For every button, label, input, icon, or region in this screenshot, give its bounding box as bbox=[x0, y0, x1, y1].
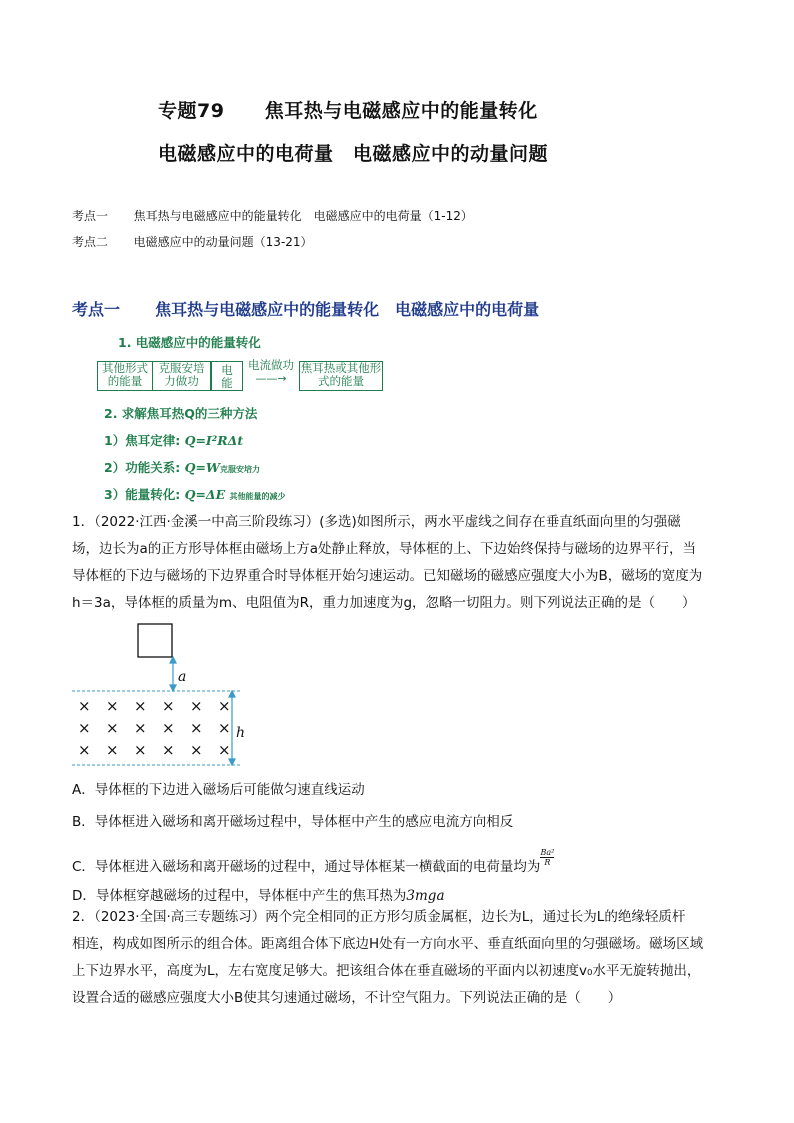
toc-text: 电磁感应中的动量问题（13-21） bbox=[133, 235, 313, 249]
fraction-numerator: Ba² bbox=[540, 848, 555, 857]
field-cross-mark: × bbox=[218, 741, 231, 759]
field-cross-mark: × bbox=[190, 719, 203, 737]
method-1-label: 1）焦耳定律: bbox=[104, 433, 181, 448]
q1-line-4: h＝3a，导体框的质量为m、电阻值为R，重力加速度为g，忽略一切阻力。则下列说法正确的是（ ） bbox=[72, 595, 696, 611]
methods-heading: 2. 求解焦耳热Q的三种方法 bbox=[104, 406, 258, 421]
field-cross-mark: × bbox=[106, 741, 119, 759]
flow-box-other-energy: 其他形式的能量 bbox=[97, 361, 153, 391]
q1-option-d[interactable] bbox=[72, 884, 445, 904]
method-2 bbox=[104, 458, 260, 476]
q1-option-d-value: 3mga bbox=[406, 888, 445, 904]
flow-box-electric-energy: 电能 bbox=[211, 361, 243, 391]
flow-arrow-label: 电流做功 bbox=[248, 358, 294, 372]
field-cross-mark: × bbox=[134, 697, 147, 715]
magnetic-field-crosses bbox=[78, 697, 231, 759]
field-cross-mark: × bbox=[190, 741, 203, 759]
flow-arrow-current-work bbox=[245, 357, 297, 385]
field-cross-mark: × bbox=[134, 719, 147, 737]
q2-line-2: 相连，构成如图所示的组合体。距离组合体下底边H处有一方向水平、垂直纸面向里的匀强磁场。磁场区域 bbox=[72, 936, 704, 952]
flow-box-joule-heat: 焦耳热或其他形式的能量 bbox=[299, 361, 383, 391]
conductor-frame-square bbox=[138, 624, 172, 657]
q1-figure bbox=[70, 615, 270, 775]
charge-fraction bbox=[540, 848, 554, 867]
energy-heading: 1. 电磁感应中的能量转化 bbox=[118, 335, 261, 350]
field-cross-mark: × bbox=[162, 697, 175, 715]
method-3 bbox=[104, 485, 286, 503]
q2-line-3: 上下边界水平，高度为L，左右宽度足够大。把该组合体在垂直磁场的平面内以初速度v₀水平无旋转抛出， bbox=[72, 963, 701, 979]
q2-line-1: 2．（2023·全国·高三专题练习）两个完全相同的正方形匀质金属框，边长为L，通过长为L的绝缘轻质杆 bbox=[72, 909, 686, 925]
page-title-line2: 电磁感应中的电荷量 电磁感应中的动量问题 bbox=[158, 143, 549, 165]
flow-box-work-against-ampere: 克服安培力做功 bbox=[153, 361, 211, 391]
q1-option-b[interactable]: B．导体框进入磁场和离开磁场过程中，导体框中产生的感应电流方向相反 bbox=[72, 814, 514, 830]
toc-text: 焦耳热与电磁感应中的能量转化 电磁感应中的电荷量（1-12） bbox=[133, 209, 473, 223]
title-number: 专题79 bbox=[158, 100, 225, 122]
q1-line-3: 导体框的下边与磁场的下边界重合时导体框开始匀速运动。已知磁场的磁感应强度大小为B，磁场的宽度为 bbox=[72, 568, 703, 584]
q1-line-1: 1．（2022·江西·金溪一中高三阶段练习）(多选)如图所示，两水平虚线之间存在垂直纸面向里的匀强磁 bbox=[72, 514, 681, 530]
field-cross-mark: × bbox=[162, 741, 175, 759]
page-title-line1 bbox=[158, 96, 538, 123]
field-cross-mark: × bbox=[78, 697, 91, 715]
method-3-formula: Q=ΔE bbox=[184, 487, 226, 502]
toc-item-2[interactable] bbox=[72, 233, 313, 250]
method-2-subscript: 克服安培力 bbox=[219, 465, 260, 474]
q1-line-2: 场，边长为a的正方形导体框由磁场上方a处静止释放，导体框的上、下边始终保持与磁场的边界平行，当 bbox=[72, 541, 697, 557]
q1-option-c[interactable] bbox=[72, 848, 554, 875]
distance-a-arrow bbox=[170, 657, 176, 691]
q1-option-c-text: C．导体框进入磁场和离开磁场的过程中，通过导体框某一横截面的电荷量均为 bbox=[72, 859, 541, 875]
field-cross-mark: × bbox=[78, 719, 91, 737]
field-cross-mark: × bbox=[106, 719, 119, 737]
method-2-label: 2）功能关系: bbox=[104, 460, 181, 475]
field-cross-mark: × bbox=[218, 719, 231, 737]
field-cross-mark: × bbox=[162, 719, 175, 737]
toc-label: 考点一 bbox=[72, 209, 109, 223]
title-main: 焦耳热与电磁感应中的能量转化 bbox=[264, 100, 538, 122]
section-label: 考点一 bbox=[72, 300, 121, 319]
method-1-formula: Q=I²RΔt bbox=[184, 433, 244, 448]
field-cross-mark: × bbox=[78, 741, 91, 759]
section-text: 焦耳热与电磁感应中的能量转化 电磁感应中的电荷量 bbox=[155, 300, 540, 319]
q2-line-4: 设置合适的磁感应强度大小B使其匀速通过磁场，不计空气阻力。下列说法正确的是（ ） bbox=[72, 990, 622, 1006]
method-3-subscript: 其他能量的减少 bbox=[229, 492, 286, 501]
section-heading bbox=[72, 297, 539, 320]
field-cross-mark: × bbox=[218, 697, 231, 715]
fraction-denominator: R bbox=[544, 858, 551, 867]
method-3-label: 3）能量转化: bbox=[104, 487, 181, 502]
toc-item-1[interactable] bbox=[72, 207, 473, 224]
label-h: h bbox=[236, 725, 246, 741]
q1-option-d-text: D．导体框穿越磁场的过程中，导体框中产生的焦耳热为 bbox=[72, 888, 407, 904]
label-a: a bbox=[178, 669, 187, 685]
field-cross-mark: × bbox=[134, 741, 147, 759]
toc-label: 考点二 bbox=[72, 235, 109, 249]
q1-option-a[interactable]: A．导体框的下边进入磁场后可能做匀速直线运动 bbox=[72, 782, 365, 798]
field-cross-mark: × bbox=[190, 697, 203, 715]
method-2-formula: Q=W bbox=[184, 460, 220, 475]
arrow-icon: ——→ bbox=[255, 372, 287, 385]
field-cross-mark: × bbox=[106, 697, 119, 715]
method-1 bbox=[104, 431, 243, 449]
